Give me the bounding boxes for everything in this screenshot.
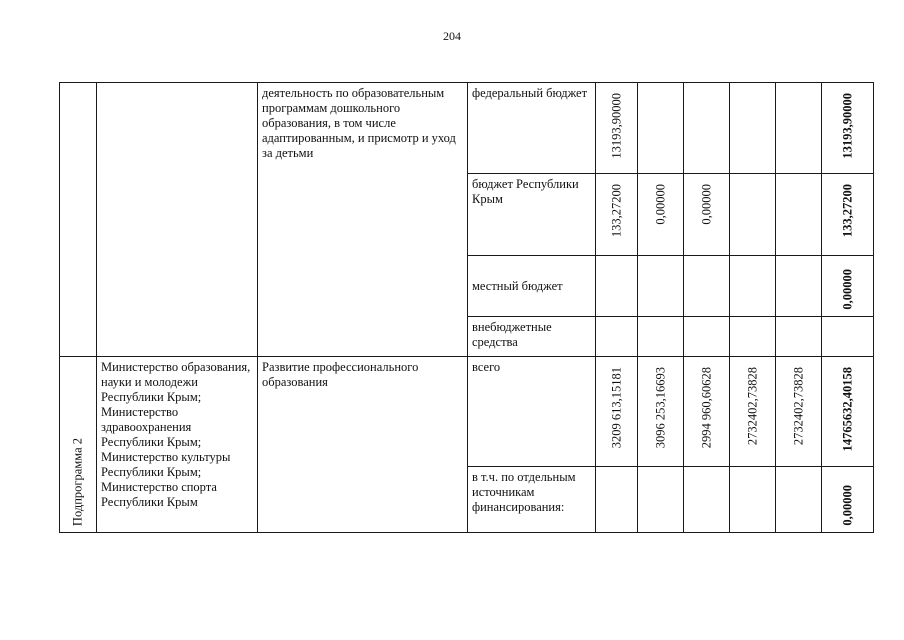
source-cell: внебюджетные средства [468, 317, 596, 357]
value-cell [596, 256, 638, 317]
value-cell [776, 256, 822, 317]
value-cell [730, 83, 776, 174]
value-cell [776, 357, 822, 467]
value-cell [638, 83, 684, 174]
value-text: 13193,90000 [609, 93, 623, 159]
source-cell: федеральный бюджет [468, 83, 596, 174]
value-text: 133,27200 [609, 184, 623, 238]
value-cell [596, 83, 638, 174]
page-number: 204 [443, 29, 461, 43]
value-cell [776, 317, 822, 357]
executors-cell-empty [97, 83, 258, 357]
value-cell [730, 256, 776, 317]
total-cell [822, 83, 874, 174]
total-text: 0,00000 [840, 485, 854, 526]
value-cell [596, 317, 638, 357]
value-text: 3096 253,16693 [653, 367, 667, 449]
value-cell [776, 174, 822, 256]
value-cell [730, 467, 776, 533]
budget-table [59, 82, 874, 533]
value-cell [684, 83, 730, 174]
value-cell [730, 357, 776, 467]
program-cell [60, 357, 97, 533]
value-cell [776, 467, 822, 533]
value-cell [730, 317, 776, 357]
total-text: 13193,90000 [840, 93, 854, 159]
value-cell [638, 256, 684, 317]
source-cell: в т.ч. по отдельным источникам финансирования: [468, 467, 596, 533]
activity-cell: Развитие профессионального образования [258, 357, 468, 533]
total-text: 14765632,40158 [840, 367, 854, 452]
total-cell [822, 357, 874, 467]
value-cell [684, 357, 730, 467]
value-cell [596, 174, 638, 256]
value-cell [684, 256, 730, 317]
executors-cell: Министерство образования, науки и молодежи Республики Крым; Министерство здравоохранения Республики Крым; Министерство культуры Республики Крым; Министерство спорта Республики Крым [97, 357, 258, 533]
value-cell [638, 357, 684, 467]
source-cell: местный бюджет [468, 256, 596, 317]
total-cell [822, 467, 874, 533]
value-cell [638, 467, 684, 533]
total-cell [822, 174, 874, 256]
value-cell [638, 317, 684, 357]
value-cell [596, 357, 638, 467]
program-label: Подпрограмма 2 [70, 437, 85, 526]
value-cell [684, 174, 730, 256]
value-text: 0,00000 [699, 184, 713, 225]
value-cell [684, 317, 730, 357]
table-row [60, 83, 874, 174]
total-text: 0,00000 [840, 269, 854, 310]
source-cell: бюджет Республики Крым [468, 174, 596, 256]
program-cell-empty [60, 83, 97, 357]
total-text: 133,27200 [840, 184, 854, 238]
source-cell: всего [468, 357, 596, 467]
value-cell [684, 467, 730, 533]
value-text: 2732402,73828 [745, 367, 759, 446]
total-cell [822, 317, 874, 357]
total-cell [822, 256, 874, 317]
table-row [60, 357, 874, 467]
value-cell [730, 174, 776, 256]
value-text: 2994 960,60628 [699, 367, 713, 449]
value-cell [638, 174, 684, 256]
value-text: 0,00000 [653, 184, 667, 225]
value-cell [776, 83, 822, 174]
value-text: 2732402,73828 [791, 367, 805, 446]
activity-cell: деятельность по образовательным программам дошкольного образования, в том числе адаптированным, и присмотр и уход за детьми [258, 83, 468, 357]
value-cell [596, 467, 638, 533]
value-text: 3209 613,15181 [609, 367, 623, 449]
